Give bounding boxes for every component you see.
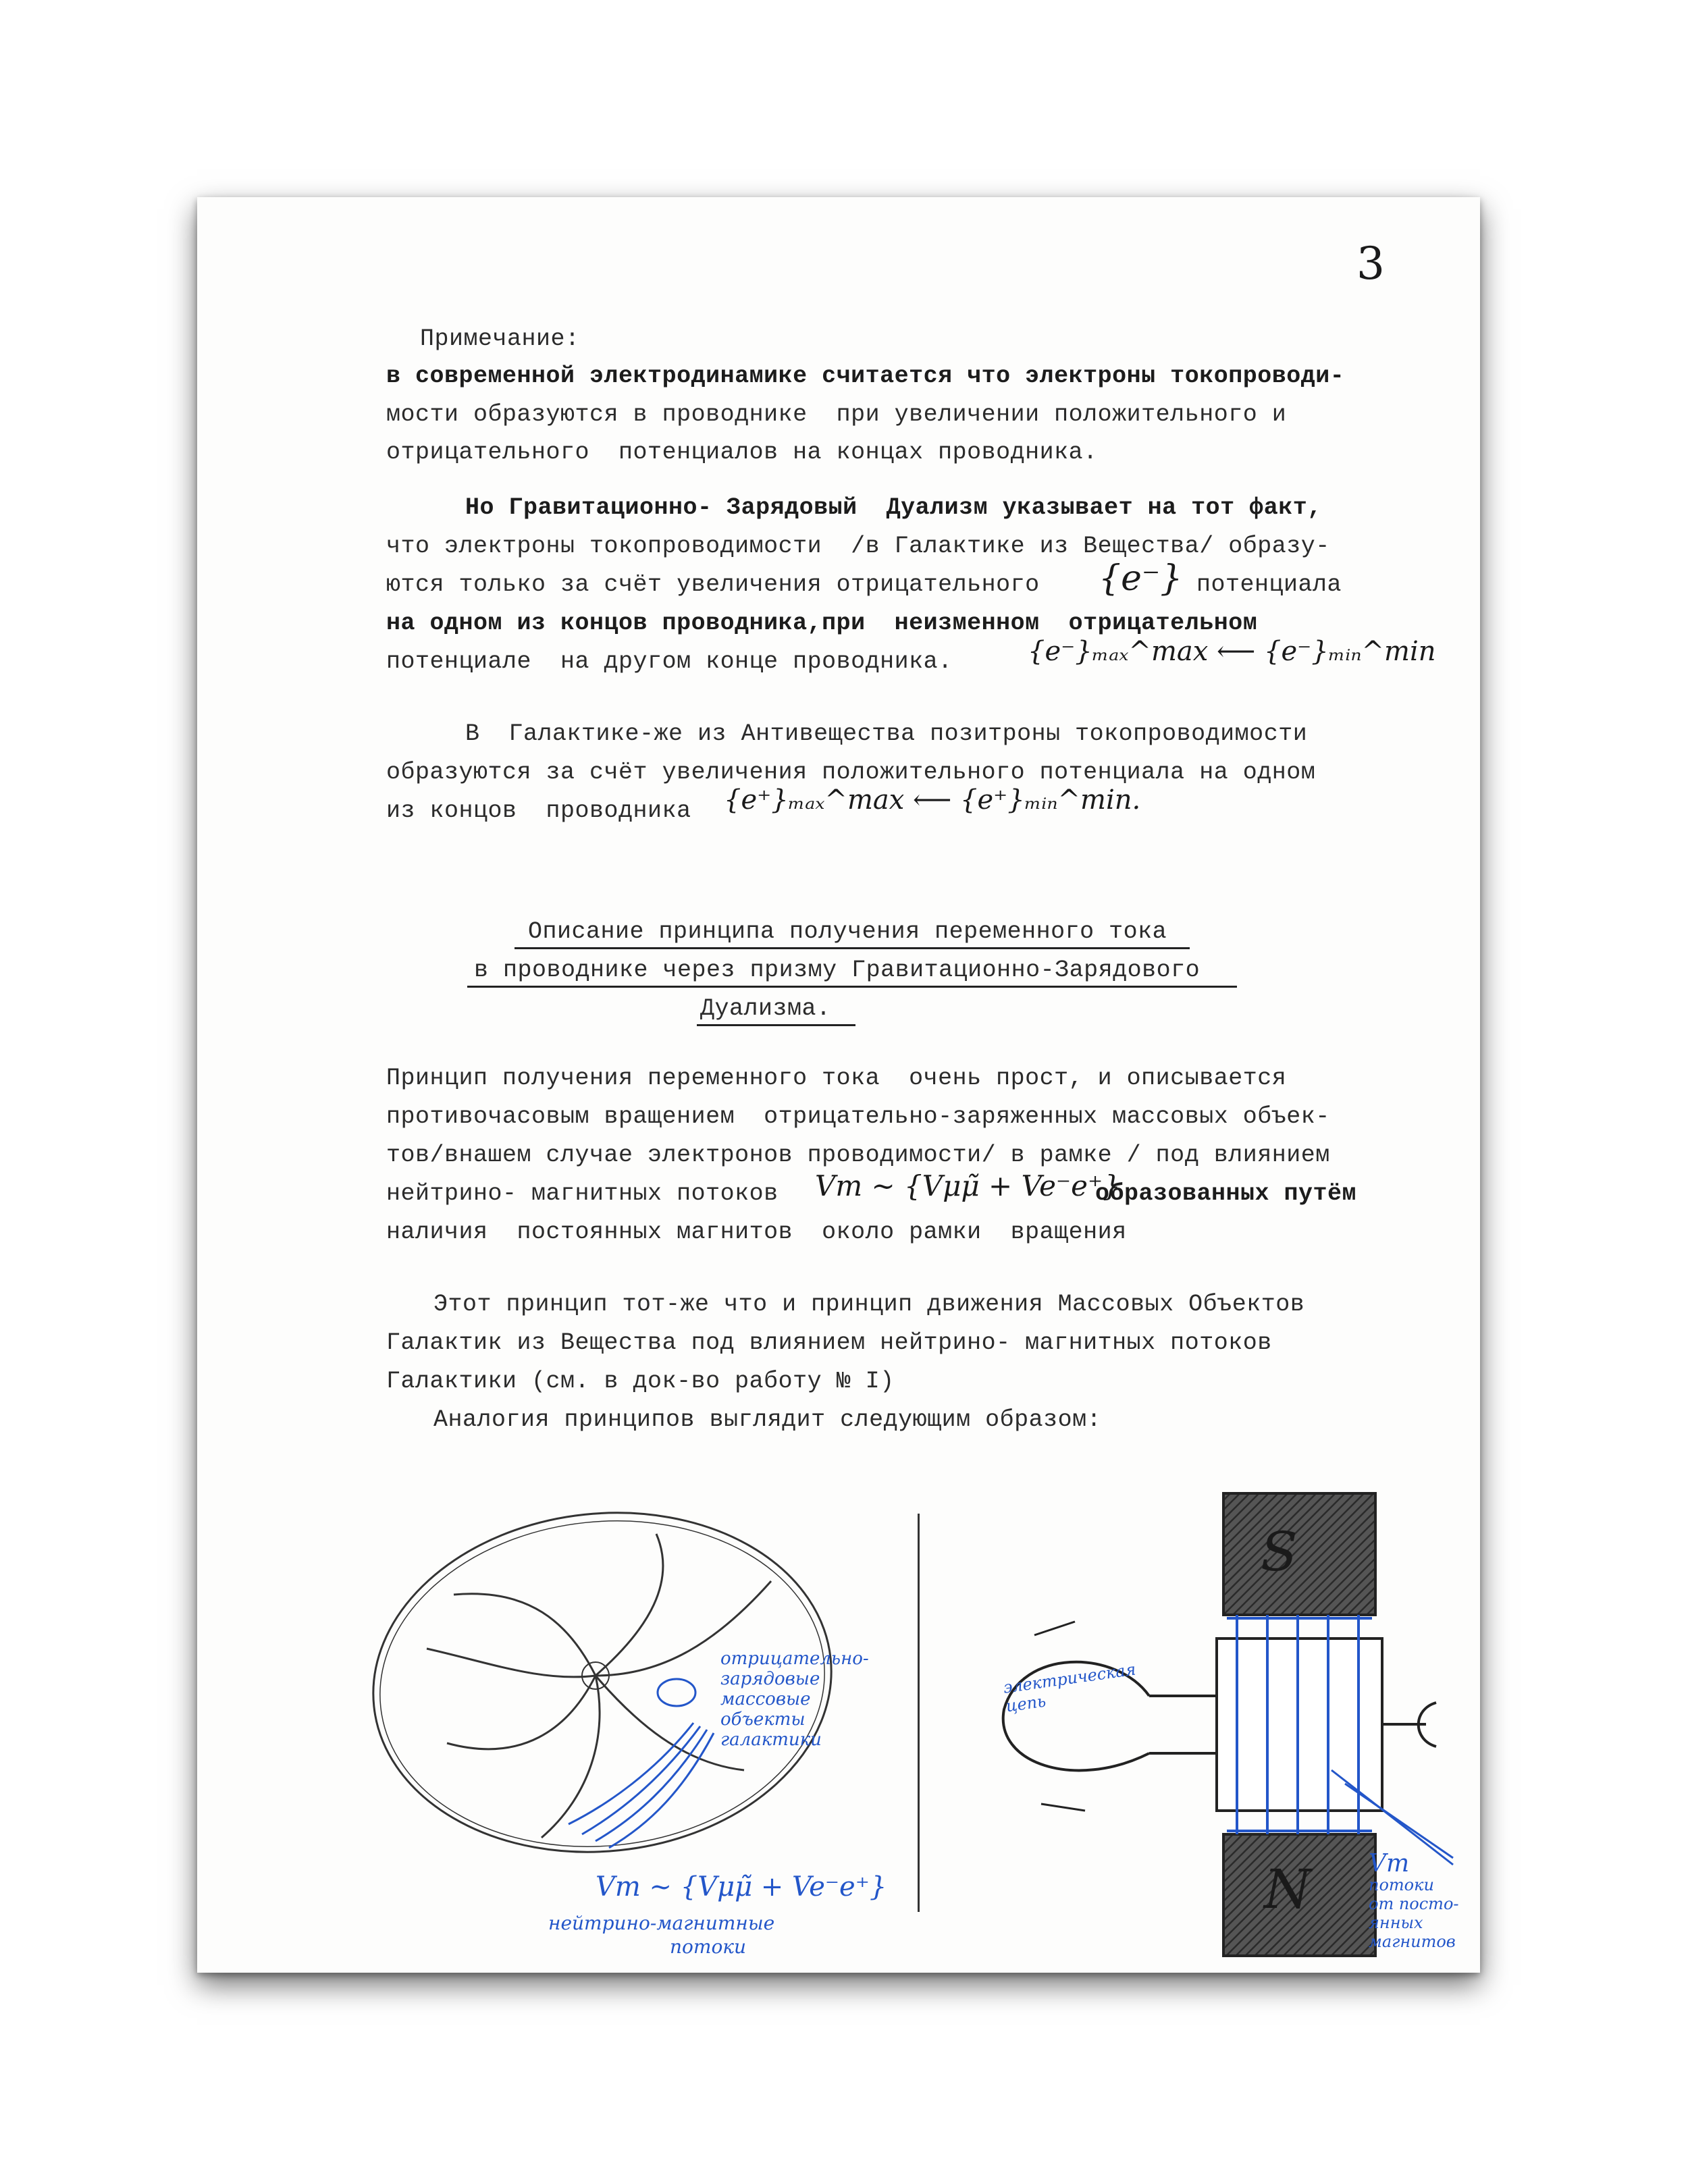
section-title-line-2: в проводнике через призму Гравитационно-Зарядового [474, 957, 1201, 984]
p4-line-4: Аналогия принципов выглядит следующим образом: [433, 1406, 1102, 1433]
formula-electron-flow: {e⁻}ₘₐₓ^max ⟵ {e⁻}ₘᵢₙ^min [1028, 636, 1436, 667]
note-line-1: в современной электродинамике считается что электроны токопроводи- [386, 363, 1345, 390]
p3-line-2: противочасовым вращением отрицательно-заряженных массовых объек- [386, 1103, 1330, 1130]
flux-label-line: магнитов [1369, 1932, 1456, 1951]
p4-line-2: Галактик из Вещества под влиянием нейтрино- магнитных потоков [386, 1329, 1272, 1356]
section-title-line-3: Дуализма. [700, 995, 831, 1022]
galaxy-annotation [720, 1649, 869, 1750]
galaxy-flux-formula: Vm ~ {Vμμ̃ + Ve⁻e⁺} [596, 1871, 887, 1902]
p1-potential-word: потенциала [1196, 571, 1342, 598]
magnet-north-label: N [1264, 1858, 1311, 1921]
circuit-label-line: цепь [1004, 1691, 1047, 1716]
p1-line-3: ются только за счёт увеличения отрицательного [386, 571, 1040, 598]
p4-line-1: Этот принцип тот-же что и принцип движения Массовых Объектов [433, 1291, 1305, 1318]
title-underline-3 [697, 1024, 855, 1026]
p3-line-5: наличия постоянных магнитов около рамки вращения [386, 1219, 1127, 1246]
formula-neutrino-flux-inline: Vm ~ {Vμμ̃ + Ve⁻e⁺} [815, 1169, 1121, 1202]
p4-line-3: Галактики (см. в док-во работу № I) [386, 1368, 895, 1395]
p3-line-4: нейтрино- магнитных потоков [386, 1180, 779, 1207]
page-number: 3 [1356, 238, 1385, 290]
p2-line-3: из концов проводника [386, 797, 691, 824]
galaxy-annotation-line: отрицательно- [720, 1649, 869, 1669]
circuit-label-line: электрическая [1002, 1659, 1137, 1697]
note-line-3: отрицательного потенциалов на концах проводника. [386, 439, 1098, 466]
section-title-line-1: Описание принципа получения переменного тока [528, 918, 1167, 945]
galaxy-annotation-line: галактики [720, 1730, 822, 1750]
galaxy-annotation-line: объекты [720, 1709, 806, 1730]
document-sheet [197, 197, 1480, 1973]
p2-line-2: образуются за счёт увеличения положительного потенциала на одном [386, 759, 1316, 786]
p1-line-2: что электроны токопроводимости /в Галактике из Вещества/ образу- [386, 533, 1330, 560]
flux-label-line: янных [1369, 1913, 1423, 1932]
p3-line-1: Принцип получения переменного тока очень прост, и описывается [386, 1065, 1287, 1092]
p1-line-5: потенциале на другом конце проводника. [386, 648, 953, 675]
flux-label [1369, 1850, 1459, 1951]
p3-line-3: тов/внашем случае электронов проводимости/ в рамке / под влиянием [386, 1142, 1330, 1169]
p2-line-1: В Галактике-же из Антивещества позитроны токопроводимости [465, 720, 1308, 747]
p1-line-1: Но Гравитационно- Зарядовый Дуализм указывает на тот факт, [465, 494, 1322, 521]
figure-divider [918, 1514, 920, 1912]
flux-label-line: Vm [1369, 1850, 1410, 1877]
note-line-2: мости образуются в проводнике при увеличении положительного и [386, 401, 1287, 428]
magnet-south-label: S [1261, 1520, 1298, 1583]
formula-positron-flow: {e⁺}ₘₐₓ^max ⟵ {e⁺}ₘᵢₙ^min. [724, 784, 1141, 816]
galaxy-caption-line-1: нейтрино-магнитные [548, 1912, 775, 1934]
note-heading: Примечание: [420, 325, 580, 352]
formula-e-minus: {e⁻} [1099, 558, 1183, 599]
galaxy-annotation-line: массовые [720, 1689, 811, 1709]
title-underline-2 [467, 986, 1237, 988]
flux-label-line: от посто- [1369, 1894, 1459, 1913]
galaxy-annotation-line: зарядовые [720, 1669, 820, 1689]
p1-line-4: на одном из концов проводника,при неизменном отрицательном [386, 610, 1258, 637]
galaxy-caption-line-2: потоки [670, 1936, 747, 1958]
p3-line-4-tail: образованных путём [1095, 1180, 1357, 1207]
flux-label-line: потоки [1369, 1875, 1434, 1894]
magnet-s-block [1223, 1493, 1375, 1615]
title-underline-1 [515, 947, 1190, 949]
